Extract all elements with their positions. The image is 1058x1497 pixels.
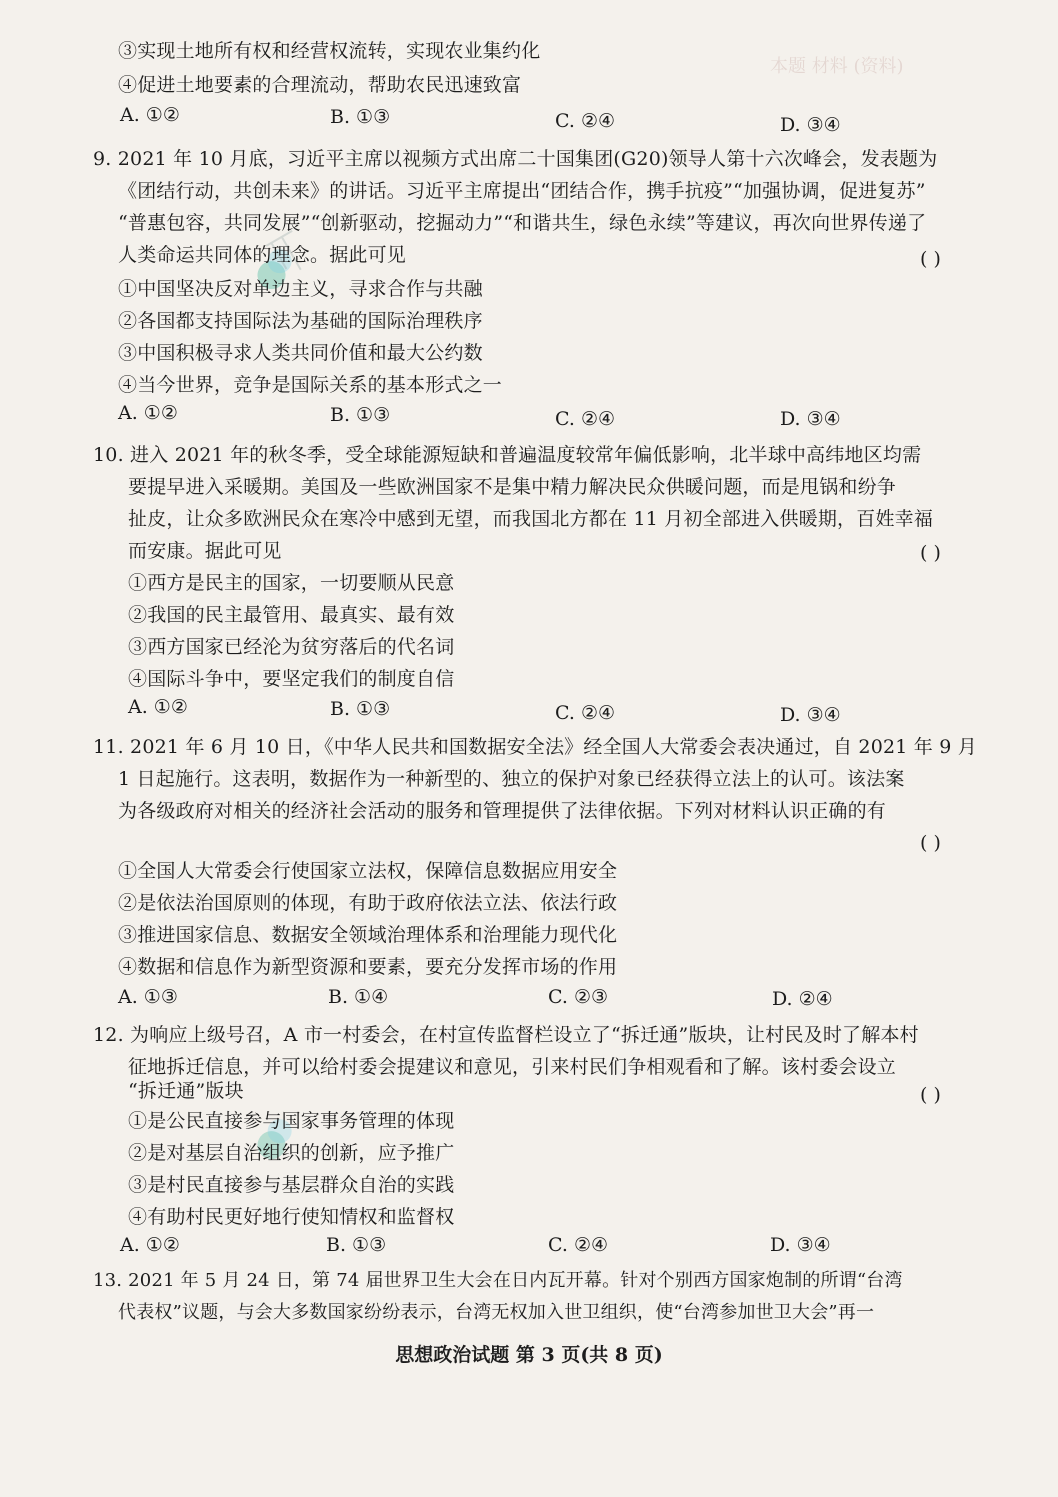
q12-stem-line-2: 征地拆迁信息，并可以给村委会提建议和意见，引来村民们争相观看和了解。该村委会设立	[128, 1056, 897, 1078]
q11-option-b: B. ①④	[328, 986, 389, 1008]
q12-statement-2: ②是对基层自治组织的创新，应予推广	[128, 1142, 455, 1164]
q10-statement-4: ④国际斗争中，要坚定我们的制度自信	[128, 668, 455, 690]
q10-option-b: B. ①③	[330, 698, 391, 720]
q8-statement-4: ④促进土地要素的合理流动，帮助农民迅速致富	[118, 74, 522, 96]
q9-statement-1: ①中国坚决反对单边主义，寻求合作与共融	[118, 278, 483, 300]
q11-answer-blank: ( )	[920, 832, 941, 854]
q12-statement-3: ③是村民直接参与基层群众自治的实践	[128, 1174, 455, 1196]
q11-option-d: D. ②④	[772, 988, 833, 1010]
q10-statement-2: ②我国的民主最管用、最真实、最有效	[128, 604, 455, 626]
q10-stem-line-2: 要提早进入采暖期。美国及一些欧洲国家不是集中精力解决民众供暖问题，而是甩锅和纷争	[128, 476, 897, 498]
q11-statement-3: ③推进国家信息、数据安全领域治理体系和治理能力现代化	[118, 924, 618, 946]
q12-answer-blank: ( )	[920, 1084, 941, 1106]
q10-answer-blank: ( )	[920, 542, 941, 564]
watermark-logo-icon	[235, 1087, 331, 1183]
q10-option-a: A. ①②	[128, 696, 188, 718]
q9-stem-line-2: 《团结行动，共创未来》的讲话。习近平主席提出“团结合作，携手抗疫”“加强协调，促进复苏”	[118, 180, 926, 202]
q11-stem-line-1: 11. 2021 年 6 月 10 日，《中华人民共和国数据安全法》经全国人大常委会表决通过，自 2021 年 9 月	[93, 736, 977, 758]
q9-statement-3: ③中国积极寻求人类共同价值和最大公约数	[118, 342, 483, 364]
q8-option-a: A. ①②	[120, 104, 180, 126]
q9-statement-2: ②各国都支持国际法为基础的国际治理秩序	[118, 310, 483, 332]
page-footer: 思想政治试题 第 3 页(共 8 页)	[395, 1344, 663, 1366]
q12-option-d: D. ③④	[770, 1234, 831, 1256]
q12-statement-4: ④有助村民更好地行使知情权和监督权	[128, 1206, 455, 1228]
q12-option-b: B. ①③	[326, 1234, 387, 1256]
q10-stem-line-3: 扯皮，让众多欧洲民众在寒冷中感到无望，而我国北方都在 11 月初全部进入供暖期，百姓幸福	[128, 508, 934, 530]
q9-option-c: C. ②④	[555, 408, 616, 430]
q11-statement-4: ④数据和信息作为新型资源和要素，要充分发挥市场的作用	[118, 956, 618, 978]
q11-stem-line-2: 1 日起施行。这表明，数据作为一种新型的、独立的保护对象已经获得立法上的认可。该法案	[118, 768, 905, 790]
q9-option-b: B. ①③	[330, 404, 391, 426]
q11-option-c: C. ②③	[548, 986, 609, 1008]
q10-option-c: C. ②④	[555, 702, 616, 724]
q12-option-c: C. ②④	[548, 1234, 609, 1256]
q8-option-b: B. ①③	[330, 106, 391, 128]
q11-option-a: A. ①③	[118, 986, 178, 1008]
q10-stem-line-4: 而安康。据此可见	[128, 540, 282, 562]
q8-option-c: C. ②④	[555, 110, 616, 132]
q10-statement-1: ①西方是民主的国家，一切要顺从民意	[128, 572, 455, 594]
bleed-through-text: 本题 材料 (资料)	[770, 56, 904, 77]
q9-stem-line-4: 人类命运共同体的理念。据此可见	[118, 244, 407, 266]
q11-statement-2: ②是依法治国原则的体现，有助于政府依法立法、依法行政	[118, 892, 618, 914]
q10-stem-line-1: 10. 进入 2021 年的秋冬季，受全球能源短缺和普遍温度较常年偏低影响，北半球中高纬地区均需	[93, 444, 922, 466]
q9-answer-blank: ( )	[920, 248, 941, 270]
q10-option-d: D. ③④	[780, 704, 841, 726]
q9-stem-line-1: 9. 2021 年 10 月底，习近平主席以视频方式出席二十国集团(G20)领导人第十六次峰会，发表题为	[93, 148, 938, 170]
q8-statement-3: ③实现土地所有权和经营权流转，实现农业集约化	[118, 40, 541, 62]
q13-stem-line-2: 代表权”议题，与会大多数国家纷纷表示，台湾无权加入世卫组织，使“台湾参加世卫大会”再一	[118, 1302, 875, 1323]
q12-stem-line-1: 12. 为响应上级号召，A 市一村委会，在村宣传监督栏设立了“拆迁通”版块，让村民及时了解本村	[93, 1024, 919, 1046]
q9-option-d: D. ③④	[780, 408, 841, 430]
q10-statement-3: ③西方国家已经沦为贫穷落后的代名词	[128, 636, 455, 658]
q8-option-d: D. ③④	[780, 114, 841, 136]
q11-statement-1: ①全国人大常委会行使国家立法权，保障信息数据应用安全	[118, 860, 618, 882]
q11-stem-line-3: 为各级政府对相关的经济社会活动的服务和管理提供了法律依据。下列对材料认识正确的有	[118, 800, 887, 822]
q9-stem-line-3: “普惠包容，共同发展”“创新驱动，挖掘动力”“和谐共生，绿色永续”等建议，再次向世界传递了	[118, 212, 927, 234]
q12-statement-1: ①是公民直接参与国家事务管理的体现	[128, 1110, 455, 1132]
q9-statement-4: ④当今世界，竞争是国际关系的基本形式之一	[118, 374, 503, 396]
q12-option-a: A. ①②	[120, 1234, 180, 1256]
q12-stem-line-3: “拆迁通”版块	[128, 1080, 244, 1102]
q9-option-a: A. ①②	[118, 402, 178, 424]
q13-stem-line-1: 13. 2021 年 5 月 24 日，第 74 届世界卫生大会在日内瓦开幕。针对个别西方国家炮制的所谓“台湾	[93, 1270, 903, 1291]
